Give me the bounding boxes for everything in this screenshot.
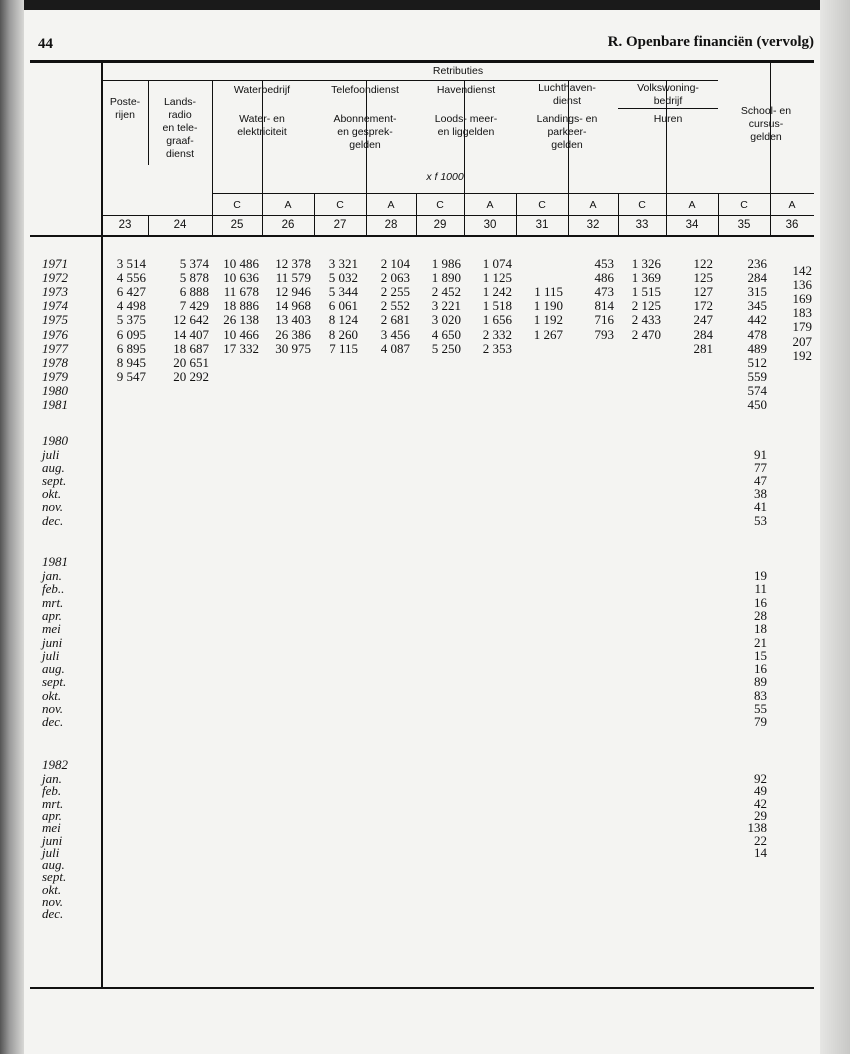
header-volks: Volkswoning- bedrijf bbox=[637, 82, 699, 107]
cell-value: 315 bbox=[747, 284, 767, 300]
rule-ca-top bbox=[212, 193, 814, 194]
cell-value: 1 326 bbox=[631, 256, 661, 271]
header-colnum: 28 bbox=[384, 219, 398, 231]
cell-value: 716 bbox=[594, 312, 614, 328]
cell-value: 450 bbox=[747, 397, 767, 412]
rule-retributies bbox=[102, 80, 718, 81]
header-telefoon-sub: Abonnement- en gesprek- gelden bbox=[333, 113, 397, 151]
header-ca-A: A bbox=[688, 199, 696, 211]
cell-value: 453 bbox=[594, 256, 614, 271]
cell-value: 11 579 bbox=[275, 270, 311, 286]
cell-value: 2 452 bbox=[431, 284, 461, 300]
header-ca-C: C bbox=[233, 199, 241, 211]
header-landsradio: Lands- radio en tele- graaf- dienst bbox=[162, 96, 198, 160]
cell-value: 1 125 bbox=[482, 270, 512, 286]
cell-value: 345 bbox=[747, 298, 767, 314]
row-label-year: 1981 bbox=[42, 554, 68, 569]
header-water-sub: Water- en elektriciteit bbox=[237, 113, 287, 138]
cell-value: 17 332 bbox=[223, 340, 259, 356]
cell-value: 2 063 bbox=[380, 270, 410, 286]
row-label-month: sept. bbox=[42, 869, 67, 885]
cell-value: 1 267 bbox=[533, 326, 563, 342]
cell-value: 5 032 bbox=[328, 270, 358, 286]
cell-value: 3 321 bbox=[328, 256, 358, 271]
cell-value: 77 bbox=[754, 460, 767, 476]
cell-value: 10 486 bbox=[223, 256, 259, 271]
cell-value: 12 642 bbox=[173, 312, 209, 328]
cell-value: 2 681 bbox=[380, 312, 410, 328]
cell-value: 442 bbox=[747, 312, 767, 328]
cell-value: 486 bbox=[594, 270, 614, 286]
header-school: School- en cursus- gelden bbox=[740, 105, 792, 143]
cell-value: 169 bbox=[792, 291, 812, 307]
cell-value: 6 095 bbox=[116, 326, 146, 342]
row-label-year: 1976 bbox=[42, 326, 68, 342]
row-label-month: aug. bbox=[42, 460, 65, 476]
header-colnum: 33 bbox=[635, 219, 649, 231]
row-label-year: 1980 bbox=[42, 433, 68, 448]
cell-value: 38 bbox=[754, 486, 767, 502]
header-colnum: 26 bbox=[281, 219, 295, 231]
row-label-month: nov. bbox=[42, 701, 64, 716]
row-label-month: okt. bbox=[42, 486, 62, 502]
header-haven-sub: Loods- meer- en liggelden bbox=[434, 113, 498, 138]
cell-value: 2 470 bbox=[631, 326, 661, 342]
cell-value: 18 bbox=[754, 621, 767, 637]
cell-value: 14 407 bbox=[173, 326, 209, 342]
rule-header-bottom bbox=[30, 235, 814, 237]
cell-value: 2 433 bbox=[631, 312, 661, 328]
cell-value: 236 bbox=[747, 256, 767, 271]
rule-bottom bbox=[30, 987, 814, 989]
scan-top-edge bbox=[0, 0, 850, 10]
header-ca-C: C bbox=[638, 199, 646, 211]
cell-value: 172 bbox=[693, 298, 713, 314]
cell-value: 91 bbox=[754, 447, 767, 462]
rule-top bbox=[30, 60, 814, 63]
cell-value: 89 bbox=[754, 674, 767, 690]
header-telefoon: Telefoondienst bbox=[331, 84, 399, 96]
cell-value: 12 378 bbox=[275, 256, 311, 271]
cell-value: 21 bbox=[754, 634, 767, 650]
cell-value: 14 968 bbox=[275, 298, 311, 314]
cell-value: 6 427 bbox=[116, 284, 146, 300]
header-lucht-sub: Landings- en parkeer- gelden bbox=[536, 113, 598, 151]
row-label-month: sept. bbox=[42, 473, 67, 489]
header-colnum: 29 bbox=[433, 219, 447, 231]
row-label-month: apr. bbox=[42, 807, 62, 823]
cell-value: 1 986 bbox=[431, 256, 461, 271]
header-colnum: 30 bbox=[483, 219, 497, 231]
row-label-year: 1974 bbox=[42, 298, 68, 314]
row-label-year: 1981 bbox=[42, 397, 68, 412]
row-label-month: mrt. bbox=[42, 795, 64, 811]
cell-value: 16 bbox=[754, 661, 767, 677]
row-label-year: 1979 bbox=[42, 368, 68, 384]
cell-value: 13 403 bbox=[275, 312, 311, 328]
cell-value: 5 374 bbox=[179, 256, 209, 271]
cell-value: 3 456 bbox=[380, 326, 410, 342]
cell-value: 3 221 bbox=[431, 298, 461, 314]
cell-value: 7 429 bbox=[179, 298, 209, 314]
header-colnum: 24 bbox=[173, 219, 187, 231]
cell-value: 192 bbox=[792, 347, 812, 363]
cell-value: 1 890 bbox=[431, 270, 461, 286]
row-label-year: 1975 bbox=[42, 312, 68, 328]
header-colnum: 31 bbox=[535, 219, 549, 231]
row-label-month: dec. bbox=[42, 512, 64, 528]
header-water: Waterbedrijf bbox=[233, 84, 291, 96]
cell-value: 10 466 bbox=[223, 326, 259, 342]
cell-value: 92 bbox=[754, 771, 767, 786]
row-label-month: jan. bbox=[42, 568, 62, 583]
cell-value: 207 bbox=[792, 333, 812, 349]
cell-value: 5 344 bbox=[328, 284, 358, 300]
cell-value: 125 bbox=[693, 270, 713, 286]
header-colnum: 23 bbox=[118, 219, 132, 231]
cell-value: 5 375 bbox=[116, 312, 146, 328]
cell-value: 22 bbox=[754, 832, 767, 848]
header-posterijen: Poste- rijen bbox=[109, 96, 141, 121]
cell-value: 53 bbox=[754, 512, 767, 528]
cell-value: 4 650 bbox=[431, 326, 461, 342]
header-haven: Havendienst bbox=[436, 84, 496, 96]
cell-value: 1 369 bbox=[631, 270, 661, 286]
cell-value: 284 bbox=[747, 270, 767, 286]
cell-value: 6 061 bbox=[328, 298, 358, 314]
header-colnum: 34 bbox=[685, 219, 699, 231]
cell-value: 247 bbox=[693, 312, 713, 328]
header-ca-A: A bbox=[387, 199, 395, 211]
row-label-year: 1982 bbox=[42, 757, 68, 772]
cell-value: 179 bbox=[792, 319, 812, 335]
cell-value: 127 bbox=[693, 284, 713, 300]
header-ca-C: C bbox=[336, 199, 344, 211]
cell-value: 83 bbox=[754, 687, 767, 703]
header-ca-A: A bbox=[486, 199, 494, 211]
cell-value: 20 292 bbox=[173, 368, 209, 384]
cell-value: 559 bbox=[747, 368, 767, 384]
cell-value: 8 260 bbox=[328, 326, 358, 342]
cell-value: 26 386 bbox=[275, 326, 311, 342]
row-label-year: 1973 bbox=[42, 284, 68, 300]
row-label-year: 1978 bbox=[42, 354, 68, 370]
cell-value: 79 bbox=[754, 714, 767, 730]
cell-value: 6 895 bbox=[116, 340, 146, 356]
cell-value: 1 518 bbox=[482, 298, 512, 314]
rule-volks-sub bbox=[618, 108, 718, 109]
row-label-month: juli bbox=[42, 447, 60, 462]
scan-binding-edge bbox=[0, 0, 24, 1054]
rule-stub bbox=[101, 62, 103, 988]
page-title: R. Openbare financiën (vervolg) bbox=[607, 34, 814, 50]
cell-value: 281 bbox=[693, 340, 713, 356]
cell-value: 512 bbox=[747, 354, 767, 370]
row-label-month: mrt. bbox=[42, 594, 64, 610]
cell-value: 1 074 bbox=[482, 256, 512, 271]
cell-value: 8 124 bbox=[328, 312, 358, 328]
header-retributies: Retributies bbox=[432, 65, 484, 77]
header-colnum: 27 bbox=[333, 219, 347, 231]
header-volks-sub: Huren bbox=[653, 113, 683, 125]
row-label-month: juni bbox=[42, 634, 63, 650]
header-unit: x f 1000 bbox=[426, 171, 464, 183]
row-label-month: apr. bbox=[42, 607, 62, 623]
cell-value: 11 678 bbox=[223, 284, 259, 300]
cell-value: 16 bbox=[754, 594, 767, 610]
row-label-month: dec. bbox=[42, 906, 64, 922]
cell-value: 12 946 bbox=[275, 284, 311, 300]
row-label-year: 1971 bbox=[42, 256, 68, 271]
cell-value: 8 945 bbox=[116, 354, 146, 370]
header-ca-A: A bbox=[589, 199, 597, 211]
cell-value: 1 515 bbox=[631, 284, 661, 300]
cell-value: 2 104 bbox=[380, 256, 410, 271]
cell-value: 55 bbox=[754, 701, 767, 716]
row-label-year: 1977 bbox=[42, 340, 68, 356]
scan-right-shade bbox=[820, 0, 850, 1054]
header-colnum: 25 bbox=[230, 219, 244, 231]
cell-value: 19 bbox=[754, 568, 767, 583]
cell-value: 4 498 bbox=[116, 298, 146, 314]
cell-value: 20 651 bbox=[173, 354, 209, 370]
cell-value: 30 975 bbox=[275, 340, 311, 356]
cell-value: 1 192 bbox=[533, 312, 563, 328]
header-colnum: 32 bbox=[586, 219, 600, 231]
cell-value: 18 687 bbox=[173, 340, 209, 356]
cell-value: 136 bbox=[792, 277, 812, 293]
row-label-month: sept. bbox=[42, 674, 67, 690]
cell-value: 489 bbox=[747, 340, 767, 356]
page-number: 44 bbox=[38, 36, 53, 52]
cell-value: 11 bbox=[754, 581, 767, 597]
cell-value: 41 bbox=[754, 499, 767, 515]
cell-value: 1 656 bbox=[482, 312, 512, 328]
cell-value: 14 bbox=[754, 844, 767, 860]
row-label-year: 1980 bbox=[42, 382, 68, 398]
cell-value: 2 332 bbox=[482, 326, 512, 342]
row-label-month: dec. bbox=[42, 714, 64, 730]
header-colnum: 36 bbox=[785, 219, 799, 231]
header-ca-C: C bbox=[740, 199, 748, 211]
cell-value: 473 bbox=[594, 284, 614, 300]
row-label-month: mei bbox=[42, 621, 61, 637]
cell-value: 15 bbox=[754, 647, 767, 663]
cell-value: 10 636 bbox=[223, 270, 259, 286]
cell-value: 1 242 bbox=[482, 284, 512, 300]
cell-value: 814 bbox=[594, 298, 614, 314]
rule-ca-bottom bbox=[102, 215, 814, 216]
row-label-month: juli bbox=[42, 844, 60, 860]
cell-value: 3 514 bbox=[116, 256, 146, 271]
cell-value: 284 bbox=[693, 326, 713, 342]
row-label-month: okt. bbox=[42, 687, 62, 703]
header-ca-A: A bbox=[284, 199, 292, 211]
row-label-month: nov. bbox=[42, 499, 64, 515]
row-label-month: aug. bbox=[42, 857, 65, 873]
row-label-month: juli bbox=[42, 647, 60, 663]
row-label-year: 1972 bbox=[42, 270, 68, 286]
cell-value: 138 bbox=[747, 820, 767, 836]
cell-value: 29 bbox=[754, 807, 767, 823]
cell-value: 2 552 bbox=[380, 298, 410, 314]
row-label-month: aug. bbox=[42, 661, 65, 677]
cell-value: 18 886 bbox=[223, 298, 259, 314]
header-ca-C: C bbox=[436, 199, 444, 211]
cell-value: 5 878 bbox=[179, 270, 209, 286]
cell-value: 478 bbox=[747, 326, 767, 342]
cell-value: 26 138 bbox=[223, 312, 259, 328]
row-label-month: nov. bbox=[42, 894, 64, 909]
cell-value: 793 bbox=[594, 326, 614, 342]
cell-value: 183 bbox=[792, 305, 812, 321]
cell-value: 9 547 bbox=[116, 368, 146, 384]
cell-value: 122 bbox=[693, 256, 713, 271]
cell-value: 4 087 bbox=[380, 340, 410, 356]
row-label-month: feb. bbox=[42, 783, 62, 799]
cell-value: 2 255 bbox=[380, 284, 410, 300]
row-label-month: okt. bbox=[42, 881, 62, 897]
row-label-month: juni bbox=[42, 832, 63, 848]
cell-value: 47 bbox=[754, 473, 767, 489]
cell-value: 142 bbox=[792, 263, 812, 278]
row-label-month: mei bbox=[42, 820, 61, 836]
cell-value: 42 bbox=[754, 795, 767, 811]
cell-value: 4 556 bbox=[116, 270, 146, 286]
cell-value: 574 bbox=[747, 382, 767, 398]
cell-value: 6 888 bbox=[179, 284, 209, 300]
cell-value: 49 bbox=[754, 783, 767, 799]
header-ca-A: A bbox=[788, 199, 796, 211]
row-label-month: feb.. bbox=[42, 581, 65, 597]
header-ca-C: C bbox=[538, 199, 546, 211]
cell-value: 3 020 bbox=[431, 312, 461, 328]
header-lucht: Luchthaven- dienst bbox=[538, 82, 596, 107]
cell-value: 2 125 bbox=[631, 298, 661, 314]
header-colnum: 35 bbox=[737, 219, 751, 231]
cell-value: 7 115 bbox=[329, 340, 358, 356]
cell-value: 1 190 bbox=[533, 298, 563, 314]
cell-value: 5 250 bbox=[431, 340, 461, 356]
row-label-month: jan. bbox=[42, 771, 62, 786]
cell-value: 1 115 bbox=[534, 284, 563, 300]
cell-value: 28 bbox=[754, 607, 767, 623]
cell-value: 2 353 bbox=[482, 340, 512, 356]
